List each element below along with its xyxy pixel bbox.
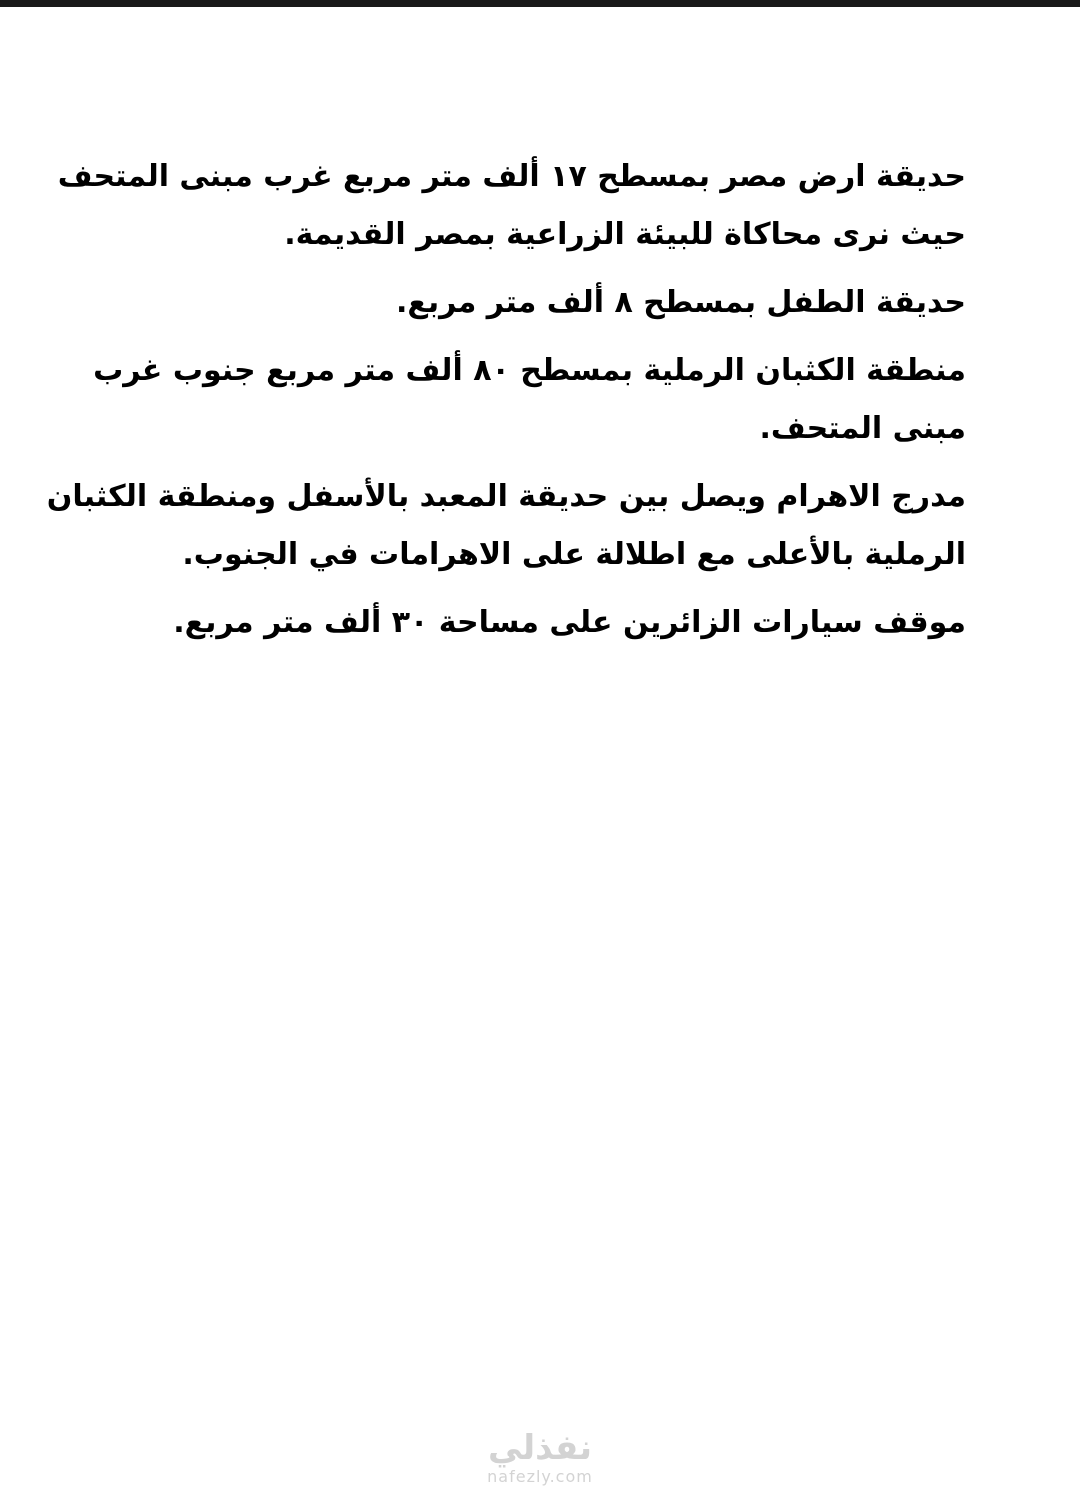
paragraph-sand-dunes-area: منطقة الكثبان الرملية بمسطح ٨٠ ألف متر مربع جنوب غرب مبنى المتحف. [93, 353, 966, 446]
watermark-latin-text: nafezly.com [487, 1467, 593, 1486]
nafezly-watermark-logo [470, 1428, 610, 1486]
paragraph-children-garden: حديقة الطفل بمسطح ٨ ألف متر مربع. [395, 285, 966, 320]
paragraph-egypt-land-garden: حديقة ارض مصر بمسطح ١٧ ألف متر مربع غرب مبنى المتحف حيث نرى محاكاة للبيئة الزراعية بمصر القديمة. [57, 159, 966, 252]
paragraph-pyramids-amphitheater: مدرج الاهرام ويصل بين حديقة المعبد بالأسفل ومنطقة الكثبان الرملية بالأعلى مع اطلالة على الاهرامات في الجنوب. [46, 479, 966, 572]
document-body [36, 148, 966, 662]
top-status-bar [0, 0, 1080, 7]
paragraph-visitor-parking: موقف سيارات الزائرين على مساحة ٣٠ ألف متر مربع. [173, 605, 966, 640]
watermark-arabic-text: نفذلي [487, 1428, 593, 1468]
